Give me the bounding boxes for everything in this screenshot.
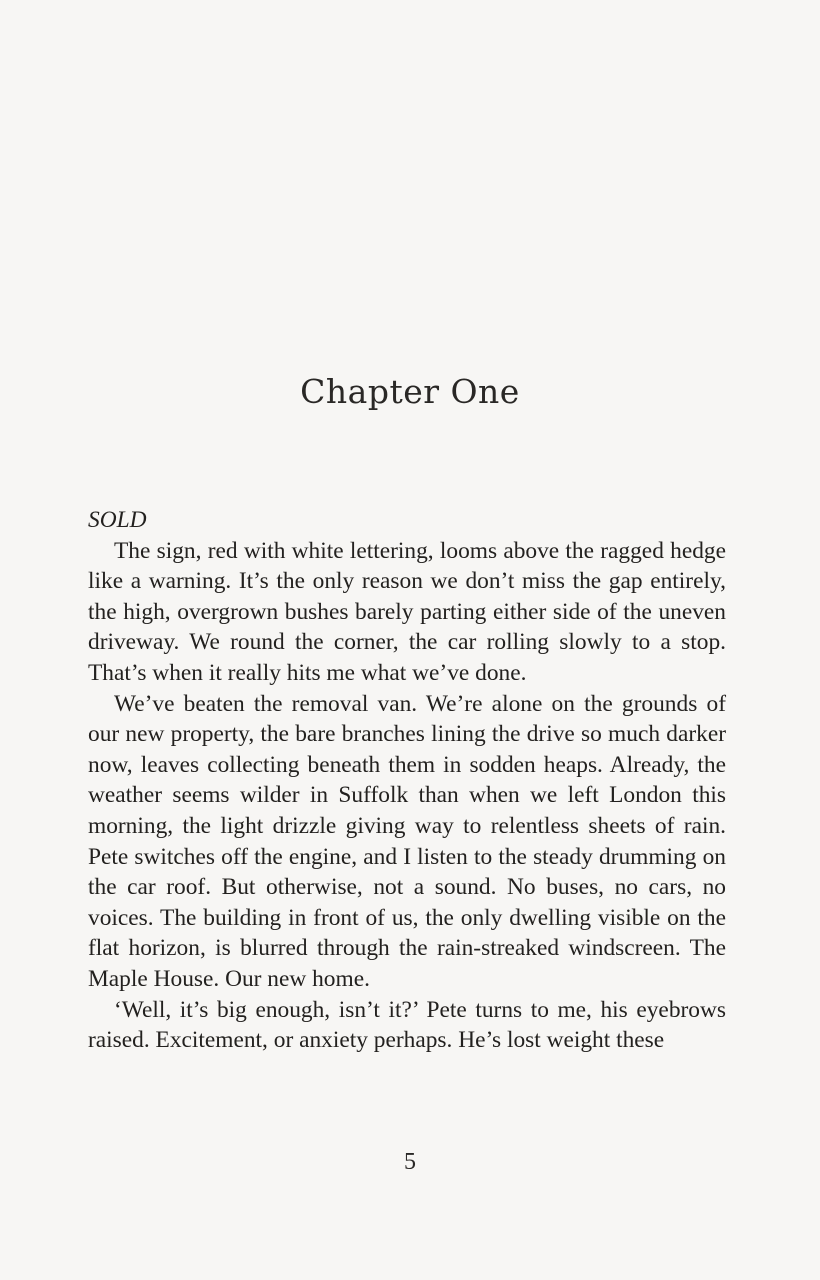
paragraph: The sign, red with white lettering, looms above the ragged hedge like a warning. It’s the only reason we don’t miss the gap entirely, the high, overgrown bushes barely parting either side of the uneven driveway. We round the corner, the car rolling slowly to a stop. That’s when it really hits me what we’ve done. xyxy=(88,537,726,686)
page-number: 5 xyxy=(404,1149,416,1175)
chapter-title: Chapter One xyxy=(300,372,520,411)
chapter-body xyxy=(88,505,726,1056)
paragraph: We’ve beaten the removal van. We’re alone on the grounds of our new property, the bare branches lining the drive so much darker now, leaves collecting beneath them in sodden heaps. Already, the weather seems wilder in Suffolk than when we left London this morning, the light drizzle giving way to relentless sheets of rain. Pete switches off the engine, and I listen to the steady drumming on the car roof. But otherwise, not a sound. No buses, no cars, no voices. The building in front of us, the only dwelling visible on the flat horizon, is blurred through the rain-streaked windscreen. The Maple House. Our new home. xyxy=(88,690,726,992)
paragraph: ‘Well, it’s big enough, isn’t it?’ Pete turns to me, his eyebrows raised. Excitement, or anxiety perhaps. He’s lost weight these xyxy=(88,996,726,1054)
section-heading: SOLD xyxy=(88,507,147,533)
